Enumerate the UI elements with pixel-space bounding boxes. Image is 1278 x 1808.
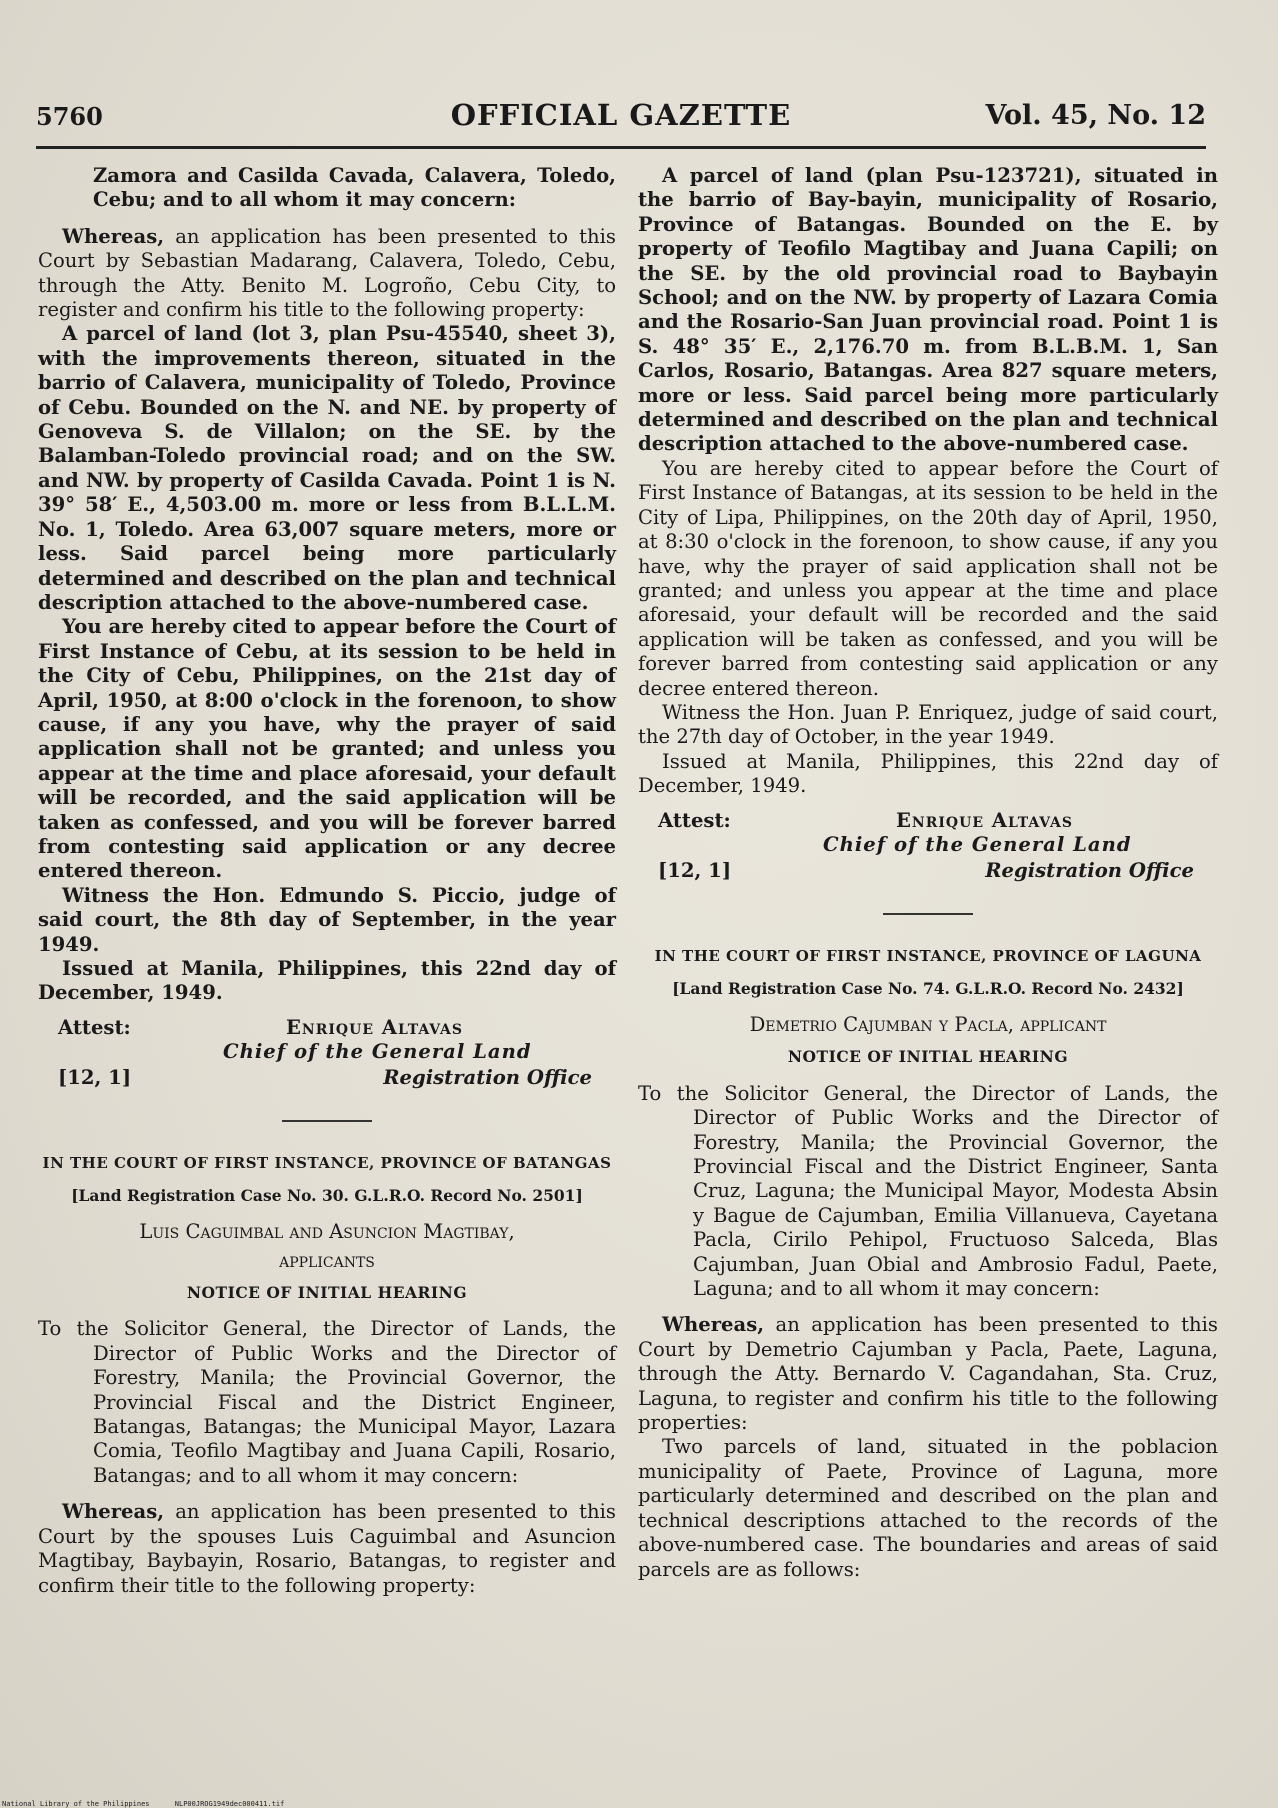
whereas-text: an application has been presented to this Court by Sebastian Madarang, Calavera, Toledo, Cebu, through the Atty. Benito M. Logroño, Cebu City, to register and confirm his title to the following property:: [38, 224, 616, 322]
citation-paragraph: You are hereby cited to appear before the Court of First Instance of Cebu, at its session to be held in the City of Cebu, Philippines, on the 21st day of April, 1950, at 8:00 o'clock in the forenoon, to show cause, if any you have, why the prayer of said application shall not be granted; and unless you appear at the time and place aforesaid, your default will be recorded, and the said application will be taken as confessed, and you will be forever barred from contesting said application or any decree entered thereon.: [38, 615, 616, 883]
case-number-right: [Land Registration Case No. 74. G.L.R.O. Record No. 2432]: [672, 978, 1184, 998]
page-number: 5760: [36, 102, 103, 131]
signatory-title-line2: Registration Office: [383, 1065, 592, 1089]
witness-paragraph-right: Witness the Hon. Juan P. Enriquez, judge of said court, the 27th day of October, in the year 1949.: [638, 700, 1218, 749]
signature-block-right: [638, 809, 1218, 889]
header-rule: [36, 146, 1206, 149]
applicants-label: applicants: [279, 1248, 375, 1272]
left-column: [38, 164, 616, 1598]
parcel-description: A parcel of land (lot 3, plan Psu-45540, sheet 3), with the improvements thereon, situated in the barrio of Calavera, municipality of Toledo, Province of Cebu. Bounded on the N. and NE. by property of Genoveva S. de Villalon; on the SE. by the Balamban-Toledo provincial road; and on the SW. and NW. by property of Casilda Cavada. Point 1 is N. 39° 58′ E., 4,503.00 m. more or less from B.L.L.M. No. 1, Toledo. Area 63,007 square meters, more or less. Said parcel being more particularly determined and described on the plan and technical description attached to the above-numbered case.: [38, 322, 616, 614]
attest-label: Attest:: [58, 1015, 131, 1039]
whereas-text-right: an application has been presented to this Court by Demetrio Cajumban y Pacla, Paete, Laguna, through the Atty. Bernardo V. Cagandahan, Sta. Cruz, Laguna, to register and confirm his title to the following properties:: [638, 1313, 1218, 1435]
whereas-paragraph: [38, 225, 616, 323]
applicant-line: Demetrio Cajumban y Pacla, applicant: [749, 1012, 1107, 1036]
parcel-description-right: A parcel of land (plan Psu-123721), situated in the barrio of Bay-bayin, municipality of Rosario, Province of Batangas. Bounded on the E. by property of Teofilo Magtibay and Juana Capili; on the SE. by the old provincial road to Baybayin School; and on the NW. by property of Lazara Comia and the Rosario-San Juan provincial road. Point 1 is S. 48° 35′ E., 2,176.70 m. from B.L.B.M. 1, San Carlos, Rosario, Batangas. Area 827 square meters, more or less. Said parcel being more particularly determined and described on the plan and technical description attached to the above-numbered case.: [638, 164, 1218, 456]
court-heading-right: IN THE COURT OF FIRST INSTANCE, PROVINCE OF LAGUNA: [654, 946, 1202, 965]
whereas-lead-2: Whereas,: [62, 1500, 165, 1524]
publication-title: OFFICIAL GAZETTE: [450, 98, 792, 132]
issued-paragraph-right: Issued at Manila, Philippines, this 22nd day of December, 1949.: [638, 749, 1218, 798]
signatory-name-right: Enrique Altavas: [896, 808, 1073, 832]
signatory-name: Enrique Altavas: [286, 1015, 463, 1039]
addressee-paragraph: To the Solicitor General, the Director of Lands, the Director of Public Works and the Director of Forestry, Manila; the Provincial Governor, the Provincial Fiscal and the District Engineer, Batangas, Batangas; the Municipal Mayor, Lazara Comia, Teofilo Magtibay and Juana Capili, Rosario, Batangas; and to all whom it may concern:: [38, 1317, 616, 1487]
whereas-lead-right: Whereas,: [662, 1313, 765, 1337]
attest-label-right: Attest:: [658, 808, 731, 832]
section-separator-right: [883, 913, 973, 915]
signatory-title-line1: Chief of the General Land: [223, 1039, 532, 1063]
applicants-line: Luis Caguimbal and Asuncion Magtibay,: [139, 1220, 515, 1244]
addressee-paragraph-right: To the Solicitor General, the Director of Lands, the Director of Public Works and the Director of Forestry, Manila; the Provincial Governor, the Provincial Fiscal and the District Engineer, Santa Cruz, Laguna; the Municipal Mayor, Modesta Absin y Bague de Cajumban, Emilia Villanueva, Cayetana Pacla, Cirilo Pehipol, Fructuoso Salceda, Blas Cajumban, Juan Obial and Ambrosio Fadul, Paete, Laguna; and to all whom it may concern:: [638, 1081, 1218, 1301]
whereas-paragraph-right: [638, 1313, 1218, 1435]
whereas-lead: Whereas,: [62, 224, 165, 248]
signature-block: [38, 1016, 616, 1096]
whereas-paragraph-2: [38, 1500, 616, 1598]
scan-footer: National Library of the Philippines NLP00JROG1949dec000411.tif: [2, 1800, 285, 1808]
volume-number: Vol. 45, No. 12: [985, 100, 1206, 131]
witness-paragraph: Witness the Hon. Edmundo S. Piccio, judge of said court, the 8th day of September, in the year 1949.: [38, 883, 616, 956]
issued-paragraph: Issued at Manila, Philippines, this 22nd day of December, 1949.: [38, 957, 616, 1005]
parcels-paragraph: Two parcels of land, situated in the poblacion municipality of Paete, Province of Laguna, more particularly determined and described on the plan and technical descriptions attached to the records of the above-numbered case. The boundaries and areas of said parcels are as follows:: [638, 1435, 1218, 1581]
signatory-title-line1-right: Chief of the General Land: [823, 832, 1132, 856]
notice-heading: NOTICE OF INITIAL HEARING: [186, 1283, 468, 1303]
case-number: [Land Registration Case No. 30. G.L.R.O. Record No. 2501]: [71, 1185, 583, 1205]
page-header: [36, 98, 1206, 138]
issue-reference: [12, 1]: [58, 1065, 132, 1089]
notice-heading-right: NOTICE OF INITIAL HEARING: [787, 1047, 1069, 1067]
addressee-continuation: Zamora and Casilda Cavada, Calavera, Toledo, Cebu; and to all whom it may concern:: [93, 164, 616, 212]
section-separator: [282, 1120, 372, 1122]
citation-paragraph-right: You are hereby cited to appear before the Court of First Instance of Batangas, at its session to be held in the City of Lipa, Philippines, on the 20th day of April, 1950, at 8:30 o'clock in the forenoon, to show cause, if any you have, why the prayer of said application shall not be granted; and unless you appear at the time and place aforesaid, your default will be recorded and the said application will be taken as confessed, and you will be forever barred from contesting said application or any decree entered thereon.: [638, 456, 1218, 700]
signatory-title-line2-right: Registration Office: [985, 858, 1194, 882]
court-heading: IN THE COURT OF FIRST INSTANCE, PROVINCE OF BATANGAS: [42, 1153, 612, 1172]
issue-reference-right: [12, 1]: [658, 858, 732, 882]
whereas-text-2: an application has been presented to this Court by the spouses Luis Caguimbal and Asuncion Magtibay, Baybayin, Rosario, Batangas, to register and confirm their title to the following property:: [38, 1500, 616, 1597]
right-column: [638, 164, 1218, 1582]
